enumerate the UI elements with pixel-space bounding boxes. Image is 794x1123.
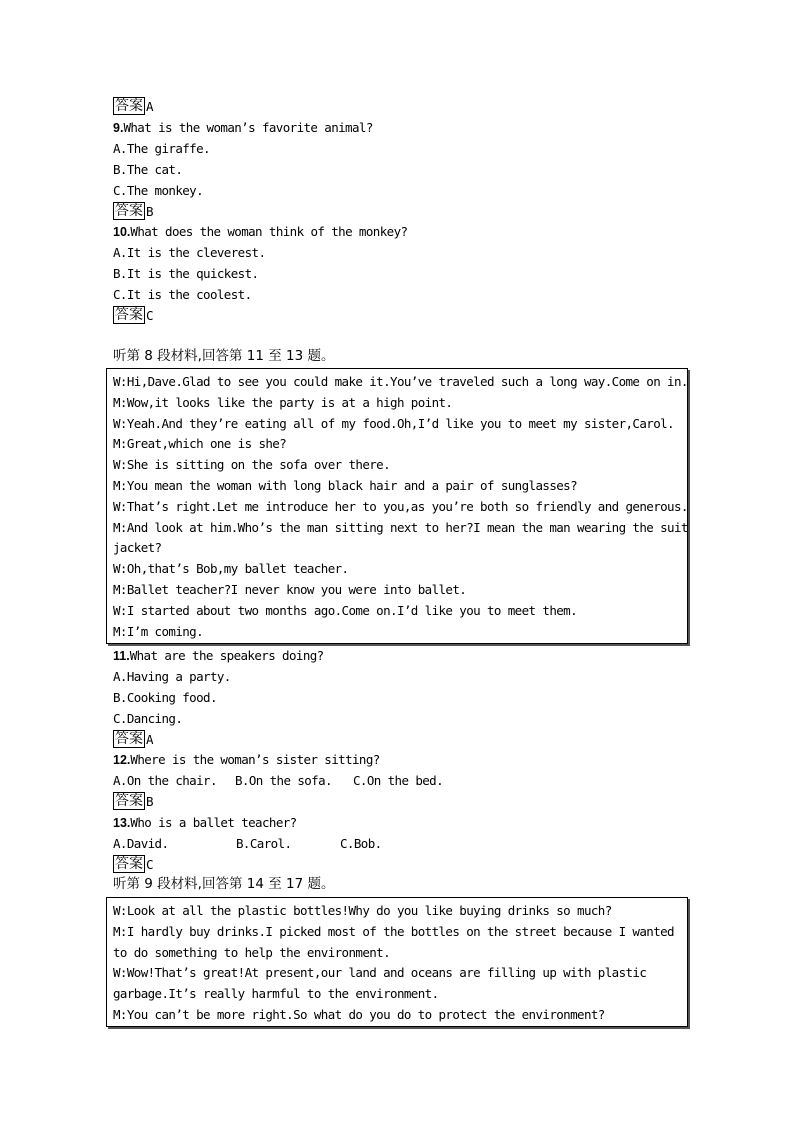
option: B.Carol. (236, 836, 292, 851)
dialogue-line: W:Hi,Dave.Glad to see you could make it.You’ve traveled such a long way.Come on in. (113, 374, 688, 389)
option: B.It is the quickest. (113, 266, 259, 281)
dialogue-line: M:Ballet teacher?I never know you were into ballet. (113, 582, 467, 597)
answer-row (113, 306, 154, 324)
option: C.It is the coolest. (113, 287, 252, 302)
answer-row (113, 792, 154, 810)
question-number: 13. (113, 816, 131, 830)
question-text: What does the woman think of the monkey? (130, 224, 408, 239)
question-text: What is the woman’s favorite animal? (123, 120, 373, 135)
option: A.Having a party. (113, 669, 231, 684)
dialogue-line: to do something to help the environment. (113, 945, 391, 960)
option: B.The cat. (113, 162, 183, 177)
option: C.Bob. (340, 836, 382, 851)
dialogue-line: W:I started about two months ago.Come on.I’d like you to meet them. (113, 603, 578, 618)
question-text: Where is the woman’s sister sitting? (130, 752, 380, 767)
dialogue-line: garbage.It’s really harmful to the environment. (113, 986, 439, 1001)
answer-row (113, 730, 154, 748)
answer-value: B (146, 793, 154, 809)
answer-label: 答案 (115, 793, 143, 809)
option: C.On the bed. (353, 773, 444, 788)
dialogue-line: jacket? (113, 540, 162, 555)
question-10 (113, 224, 407, 240)
answer-label: 答案 (115, 731, 143, 747)
options-row (113, 773, 443, 789)
answer-value: C (146, 856, 154, 872)
answer-label: 答案 (115, 856, 143, 872)
question-number: 9. (113, 121, 124, 135)
section-heading: 听第 8 段材料,回答第 11 至 13 题。 (113, 348, 335, 364)
answer-value: B (146, 203, 154, 219)
option: A.It is the cleverest. (113, 245, 266, 260)
answer-row (113, 97, 154, 115)
dialogue-line: W:Oh,that’s Bob,my ballet teacher. (113, 561, 349, 576)
dialogue-line: M:And look at him.Who’s the man sitting next to her?I mean the man wearing the suit (113, 520, 688, 535)
dialogue-line: W:Look at all the plastic bottles!Why do you like buying drinks so much? (113, 903, 612, 918)
dialogue-box (106, 897, 688, 1027)
section-heading: 听第 9 段材料,回答第 14 至 17 题。 (113, 876, 335, 892)
option: A.The giraffe. (113, 141, 210, 156)
dialogue-line: M:I hardly buy drinks.I picked most of the bottles on the street because I wanted (113, 924, 674, 939)
dialogue-line: M:You mean the woman with long black hair and a pair of sunglasses? (113, 478, 578, 493)
question-9 (113, 120, 373, 136)
dialogue-line: M:I’m coming. (113, 624, 204, 639)
dialogue-line: W:That’s right.Let me introduce her to you,as you’re both so friendly and generous. (113, 499, 688, 514)
dialogue-line: M:Wow,it looks like the party is at a high point. (113, 395, 453, 410)
option: A.David. (113, 836, 169, 851)
dialogue-line: M:You can’t be more right.So what do you do to protect the environment? (113, 1007, 605, 1022)
answer-label: 答案 (115, 307, 143, 323)
option: B.On the sofa. (235, 773, 332, 788)
question-text: Who is a ballet teacher? (130, 815, 297, 830)
question-12 (113, 752, 380, 768)
dialogue-line: W:Yeah.And they’re eating all of my food.Oh,I’d like you to meet my sister,Carol. (113, 416, 674, 431)
option: B.Cooking food. (113, 690, 217, 705)
dialogue-line: M:Great,which one is she? (113, 436, 287, 451)
answer-label: 答案 (115, 98, 143, 114)
option: C.The monkey. (113, 183, 204, 198)
answer-value: A (146, 731, 154, 747)
dialogue-box (106, 368, 688, 644)
option: A.On the chair. (113, 773, 217, 788)
question-number: 10. (113, 225, 131, 239)
answer-label: 答案 (115, 203, 143, 219)
question-number: 12. (113, 753, 131, 767)
option: C.Dancing. (113, 711, 183, 726)
question-11 (113, 648, 324, 664)
options-row (113, 836, 382, 852)
answer-value: A (146, 98, 154, 114)
answer-row (113, 202, 154, 220)
answer-value: C (146, 307, 154, 323)
question-13 (113, 815, 297, 831)
dialogue-line: W:She is sitting on the sofa over there. (113, 457, 391, 472)
question-number: 11. (113, 649, 130, 663)
answer-row (113, 855, 154, 873)
dialogue-line: W:Wow!That’s great!At present,our land and oceans are filling up with plastic (113, 965, 647, 980)
question-text: What are the speakers doing? (129, 648, 324, 663)
